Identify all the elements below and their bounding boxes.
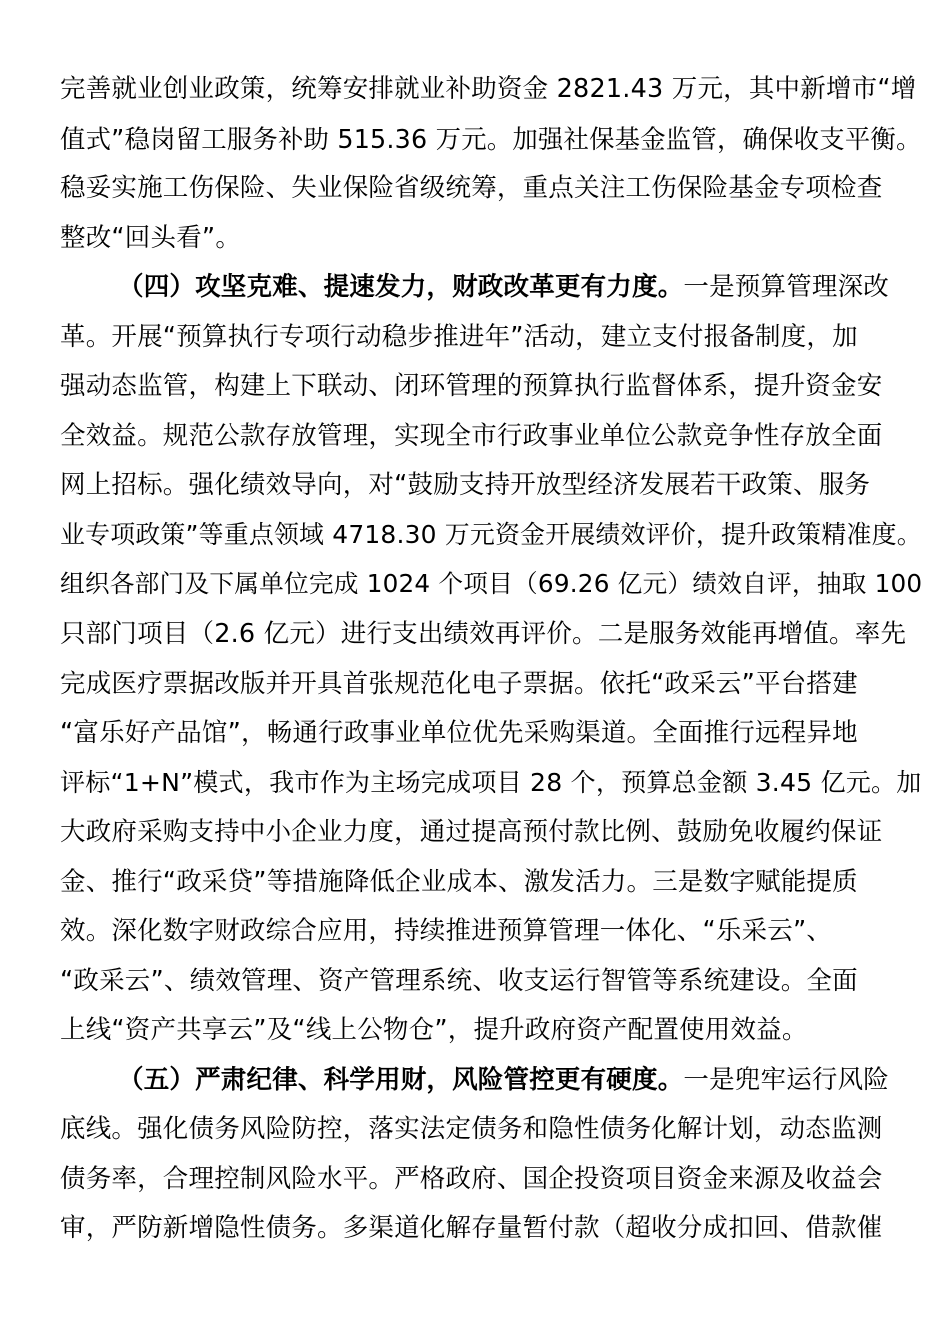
body-line: 上线“资产共享云”及“线上公物仓”，提升政府资产配置使用效益。 [60, 1015, 808, 1045]
body-line: “富乐好产品馆”，畅通行政事业单位优先采购渠道。全面推行远程异地 [60, 718, 858, 748]
section-heading-line: （五）严肃纪律、科学用财，风险管控更有硬度。一是兜牢运行风险 [118, 1065, 890, 1095]
body-line: 评标“1+N”模式，我市作为主场完成项目 28 个，预算总金额 3.45 亿元。加 [60, 768, 922, 797]
body-line: 金、推行“政采贷”等措施降低企业成本、激发活力。三是数字赋能提质 [60, 867, 858, 897]
body-line: 强动态监管，构建上下联动、闭环管理的预算执行监督体系，提升资金安 [60, 371, 883, 401]
body-line: 整改“回头看”。 [60, 223, 242, 253]
body-line: 债务率，合理控制风险水平。严格政府、国企投资项目资金来源及收益会 [60, 1164, 883, 1194]
body-line: 底线。强化债务风险防控，落实法定债务和隐性债务化解计划，动态监测 [60, 1114, 883, 1144]
section-heading-4: （四）攻坚克难、提速发力，财政改革更有力度。 [118, 272, 684, 302]
body-line: 革。开展“预算执行专项行动稳步推进年”活动，建立支付报备制度，加 [60, 322, 858, 352]
body-line: 稳妥实施工伤保险、失业保险省级统筹，重点关注工伤保险基金专项检查 [60, 173, 883, 203]
body-line: 网上招标。强化绩效导向，对“鼓励支持开放型经济发展若干政策、服务 [60, 470, 871, 500]
body-line: 效。深化数字财政综合应用，持续推进预算管理一体化、“乐采云”、 [60, 916, 833, 946]
section-heading-5: （五）严肃纪律、科学用财，风险管控更有硬度。 [118, 1065, 684, 1095]
body-line: 完善就业创业政策，统筹安排就业补助资金 2821.43 万元，其中新增市“增 [60, 74, 917, 104]
section-heading-line: （四）攻坚克难、提速发力，财政改革更有力度。一是预算管理深改 [118, 272, 890, 302]
body-line: 组织各部门及下属单位完成 1024 个项目（69.26 亿元）绩效自评，抽取 100 [60, 569, 923, 598]
body-line: 审，严防新增隐性债务。多渠道化解存量暂付款（超收分成扣回、借款催 [60, 1213, 883, 1243]
body-line: 值式”稳岗留工服务补助 515.36 万元。加强社保基金监管，确保收支平衡。 [60, 124, 922, 154]
body-line: “政采云”、绩效管理、资产管理系统、收支运行智管等系统建设。全面 [60, 966, 858, 996]
body-line: 全效益。规范公款存放管理，实现全市行政事业单位公款竞争性存放全面 [60, 421, 883, 451]
body-line: 只部门项目（2.6 亿元）进行支出绩效再评价。二是服务效能再增值。率先 [60, 619, 907, 649]
body-line: 业专项政策”等重点领域 4718.30 万元资金开展绩效评价，提升政策精准度。 [60, 520, 922, 549]
body-line: 大政府采购支持中小企业力度，通过提高预付款比例、鼓励免收履约保证 [60, 817, 883, 847]
body-line: 完成医疗票据改版并开具首张规范化电子票据。依托“政采云”平台搭建 [60, 669, 858, 699]
